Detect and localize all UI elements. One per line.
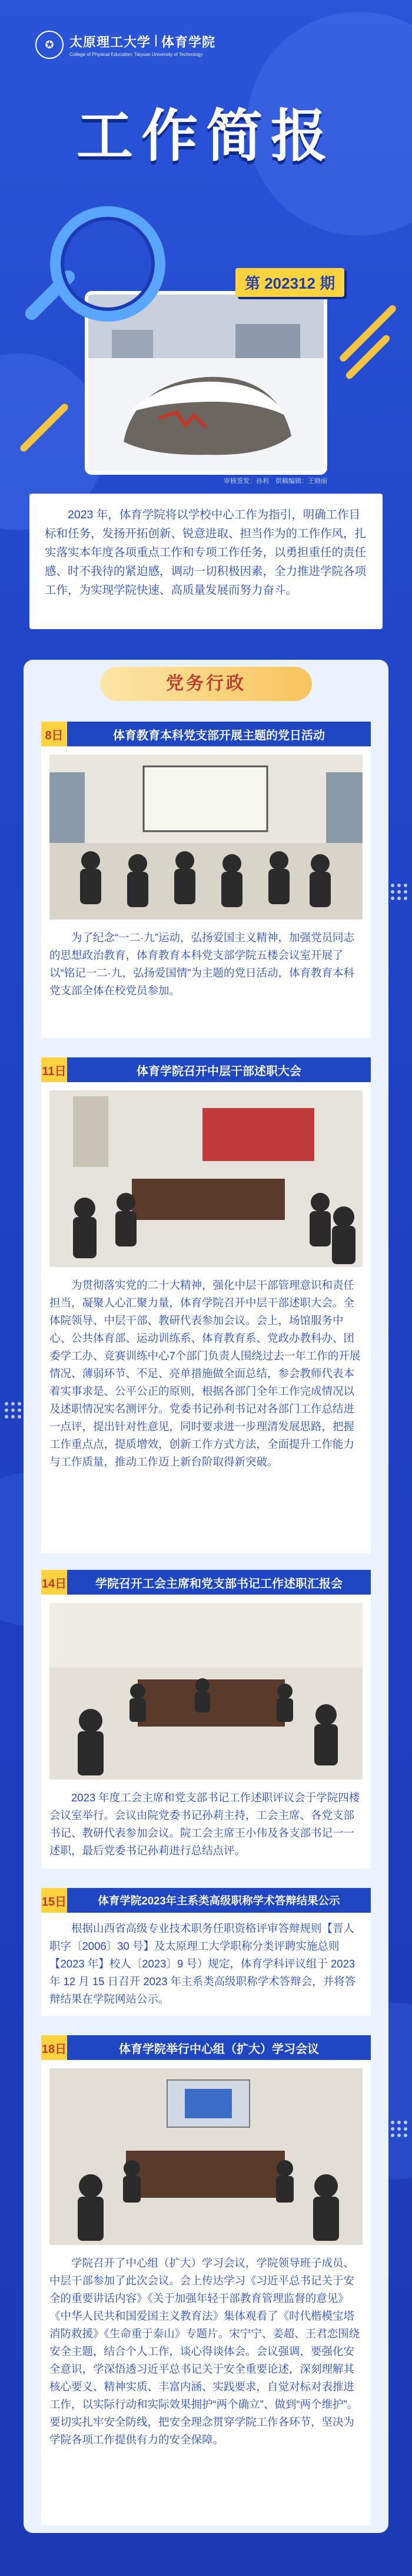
- cover-photo-illustration: [88, 295, 324, 471]
- school-name: 太原理工大学: [69, 35, 151, 50]
- item-body: [41, 2060, 371, 2525]
- meeting-photo: [49, 755, 363, 920]
- item-body: [41, 1082, 371, 1553]
- item-body: [41, 746, 371, 1038]
- item-title: 体育学院召开中层干部述职大会: [137, 1064, 301, 1078]
- item-day: 18日: [41, 2035, 67, 2060]
- item-body: [41, 1595, 371, 1869]
- school-emblem-icon: ✪: [35, 31, 64, 59]
- item-day: 15日: [41, 1888, 67, 1913]
- item-title: 学院召开工会主席和党支部书记工作述职汇报会: [95, 1577, 343, 1590]
- item-title: 体育教育本科党支部开展主题的党日活动: [113, 729, 325, 742]
- item-body: [41, 1913, 371, 2016]
- item-text: 为了纪念“一二·九”运动，弘扬爱国主义精神，加强党员同志的思想政治教育，体育教育本科党支部学院五楼会议室开展了以“铭记一二·九，弘扬爱国情”为主题的党日活动，体育教育本科党支部全体在校党员参加。: [49, 931, 354, 997]
- item-header: [41, 1057, 371, 1082]
- intro-box: [29, 494, 383, 629]
- item-text: 2023 年度工会主席和党支部书记工作述职评议会于学院四楼会议室举行。会议由院党委书记孙莉主持，工会主席、各党支部书记、教研代表参加会议。院工会主席王小伟及各支部书记一一述职，最后党委书记孙莉进行总结点评。: [49, 1791, 360, 1857]
- cover-photo: [88, 295, 324, 471]
- decor-dots: [391, 884, 408, 900]
- decor-dots: [5, 1402, 22, 1418]
- item-photo: [49, 1603, 363, 1780]
- credits: 审核签发：孙利 供稿编辑：王晓丽: [224, 478, 327, 485]
- item-header: [41, 1570, 371, 1595]
- decor-dots: [391, 2121, 408, 2137]
- item-photo: [49, 755, 363, 920]
- college-name-en: College of Physical Education, Taiyuan University of Technology: [69, 52, 203, 57]
- decor-stripe: [344, 333, 391, 380]
- section-title: 党务行政: [100, 667, 312, 701]
- item-photo: [49, 1090, 363, 1267]
- header-logo: [35, 31, 215, 59]
- item-title: 体育学院2023年主系类高级职称学术答辩结果公示: [98, 1894, 340, 1907]
- intro-text: 2023 年，体育学院将以学校中心工作为指引，明确工作目标和任务，发扬开拓创新、锐意进取、担当作为的工作作风，扎实落实本年度各项重点工作和专项工作任务，以勇担重任的责任感、时不我待的紧迫感，调动一切积极因素，全力推进学院各项工作，为实现学院快速、高质量发展而努力奋斗。: [45, 508, 367, 597]
- item-day: 8日: [41, 722, 67, 746]
- meeting-photo: [49, 2068, 363, 2245]
- item-header: [41, 1888, 371, 1913]
- item-text: 为贯彻落实党的二十大精神，强化中层干部管理意识和责任担当，凝聚人心汇聚力量，体育学院召开中层干部述职大会。全体院领导、中层干部、教研代表参加会议。会上，场馆服务中心、公共体育部、运动训练系、体育教育系、党政办教科办、团委学工办、竞赛训练中心7个部门负责人围绕过去一年工作的开展情况、薄弱环节、不足、亮单措施做全面总结，参会教师代表本着实事求是、公平公正的原则，根据各部门全年工作完成情况以及述职情况实名测评分。党委书记孙利书记对各部门工作总结进一点评，提出针对性意见，同时要求进一步理清发展思路，把握工作重点点，提质增效，创新工作方式方法，全面提升工作能力与工作质量，推动工作迈上新台阶取得新突破。: [49, 1279, 361, 1468]
- page-title: 工作简报: [77, 103, 335, 169]
- item-text: 学院召开了中心组（扩大）学习会议，学院领导班子成员、中层干部参加了此次会议。会上传达学习《习近平总书记关于安全的重要讲话内容》《关于加强年轻干部教育管理监督的意见》《中华人民共和国爱国主义教育法》集体观看了《时代楷模宝塔消防救援》《生命重于泰山》专题片。宋宁宁、姜超、王君恋围绕安全主题，结合个人工作，谈心得谈体会。会议强调，要强化安全意识，学深悟透习近平总书记关于安全重要论述，深刻理解其核心要义、精神实质、丰富内涵、实践要求，自觉对标对表推进工作，以实际行动和实际效果拥护“两个确立”、做到“两个维护”。要切实扎牢安全防线，把安全理念贯穿学院工作各环节，坚决为学院各项工作提供有力的安全保障。: [49, 2257, 360, 2446]
- issue-badge: 第 202312 期: [235, 268, 344, 297]
- meeting-photo: [49, 1603, 363, 1780]
- magnifier-icon: [50, 206, 165, 322]
- item-day: 14日: [41, 1570, 67, 1595]
- item-text: 根据山西省高级专业技术职务任职资格评审答辩规则【晋人职字〔2006〕30 号】及太原理工大学职称分类评聘实施总则【2023 年】校人〔2023〕9 号）规定，体育学科评议组于 2023 年 12 月 15 日召开 2023 年主系类高级职称学术答辩会，并将答辩结果在学院网站公示。: [49, 1922, 356, 2005]
- meeting-photo: [49, 1090, 363, 1267]
- item-photo: [49, 2068, 363, 2245]
- item-header: [41, 2035, 371, 2060]
- item-header: [41, 722, 371, 746]
- item-day: 11日: [41, 1057, 67, 1082]
- footer-band: [0, 2533, 412, 2576]
- college-name: 体育学院: [161, 35, 216, 50]
- item-title: 体育学院举行中心组（扩大）学习会议: [119, 2042, 319, 2056]
